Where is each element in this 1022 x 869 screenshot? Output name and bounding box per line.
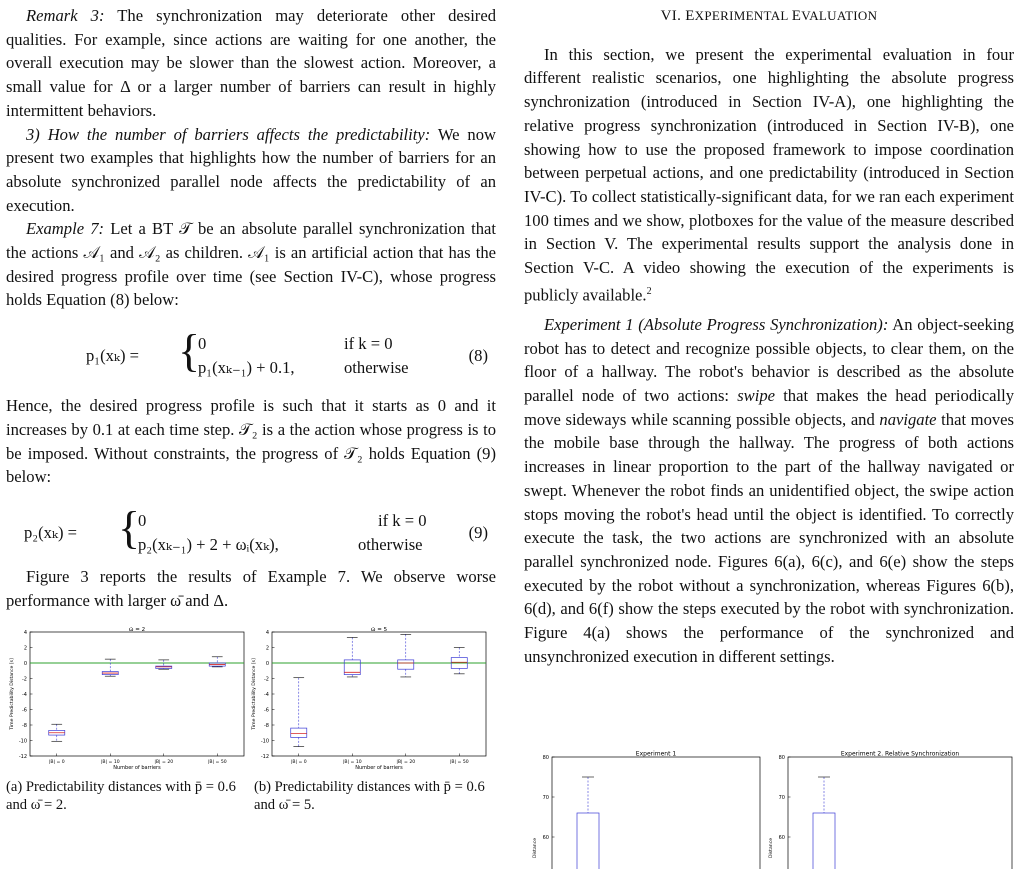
chart-title: ω̄ = 2 [128, 627, 146, 633]
x-tick-label: |B| = 20 [154, 760, 174, 765]
experiment-1-text-a: An object-seeking robot has to detect and recognize possible objects, to clear them, on the floor of a hallway. The robot's behavior is described as the absolute parallel node of two actions: [524, 314, 1014, 406]
y-tick-label: 80 [542, 755, 549, 761]
x-axis-label: Number of barriers [355, 765, 403, 771]
chart-b-boxplot [250, 624, 490, 774]
equation-8-case1: 0 [198, 334, 207, 354]
y-tick-label: -12 [260, 754, 269, 760]
y-tick-label: -10 [18, 738, 27, 745]
x-tick-label: |B| = 0 [48, 760, 65, 765]
after-eq9-text: Figure 3 reports the results of Example 7. We observe worse performance with larger ω̄ and Δ. [6, 566, 496, 610]
y-tick-label: 80 [778, 755, 785, 761]
y-axis-label: Distance [769, 837, 774, 859]
swipe-term: swipe [737, 386, 776, 406]
equation-9-cond1: if k = 0 [378, 510, 427, 530]
right-column [524, 4, 1014, 669]
y-tick-label: 70 [542, 795, 549, 801]
y-tick-label: -6 [264, 707, 269, 714]
chart-title: ω̄ = 5 [370, 627, 388, 633]
equation-9-case1: 0 [138, 510, 147, 530]
x-tick-label: |B| = 10 [342, 760, 362, 765]
equation-8-brace: { [178, 325, 201, 377]
x-tick-label: |B| = 0 [290, 760, 307, 765]
y-tick-label: 0 [265, 661, 269, 667]
y-axis-label: Distance [533, 837, 538, 859]
section-intro-paragraph [524, 43, 1014, 307]
equation-9-cond2: otherwise [358, 534, 423, 554]
experiment-1-text-c: that moves the mobile base through the hallway. The progress of both actions increases in linear proportion to the part of the hallway navigated or swept. Whenever the robot finds an unidentified object, the swipe action stops moving the robot's head until the object is identified. To correctly execute the task, the two actions are synchronized with an absolute parallel synchronized node. Figures 6(a), 6(c), and 6(e) show the steps executed by the robot without a synchronization, whereas Figures 6(b), 6(d), and 6(f) show the steps executed by the robot with synchronization. Figure 4(a) shows the performance of the synchronized and unsynchronized execution in different settings. [524, 409, 1014, 666]
section-heading-word-2: VALUATION [801, 8, 878, 23]
section-intro-text: In this section, we present the experimental evaluation in four different realistic scenarios, one highlighting the absolute progress synchronization (introduced in Section IV-A), one highlighting the relative progress synchronization (introduced in Section IV-B), one showing how to use the proposed framework to impose coordination between perpetual actions, and one predictability (introduced in Section IV-C). To collect statistically-significant data, for we ran each experiment 100 times and we show, plotboxes for the value of the measure described in Section V. The experimental results support the analysis done in Section V-C. A video showing the execution of the experiments is publicly available. [524, 44, 1014, 305]
section-heading-word-1: XPERIMENTAL [694, 8, 792, 23]
experiment-1-text-b: that makes the head periodically move sideways while scanning possible objects, and [524, 386, 1014, 429]
y-tick-label: -12 [18, 754, 27, 760]
equation-8-case2: p₁(xₖ₋₁) + 0.1, [198, 358, 295, 378]
example-7-label: Example 7: [26, 219, 105, 239]
equation-8-cond2: otherwise [344, 358, 409, 378]
experiment-1-paragraph [524, 313, 1014, 669]
equation-9 [6, 501, 496, 563]
remark-3-text: The synchronization may deteriorate other desired qualities. For example, since actions are waiting for one another, the overall execution may be slower than the slowest action. Moreover, a small value for Δ or a larger number of barriers can result in highly intermittent behaviors. [6, 6, 496, 120]
y-tick-label: 2 [265, 645, 269, 652]
section-heading-initial-2: E [791, 8, 802, 24]
y-tick-label: 4 [23, 630, 27, 636]
y-tick-label: 60 [542, 835, 549, 841]
y-tick-label: 4 [265, 630, 269, 636]
plot-frame [30, 632, 244, 756]
y-tick-label: 60 [778, 835, 785, 841]
navigate-term: navigate [879, 409, 937, 429]
chart-title: Experiment 2. Relative Synchronization [840, 750, 960, 758]
equation-9-number: (9) [468, 522, 488, 542]
x-tick-label: |B| = 50 [449, 760, 469, 765]
y-tick-label: -4 [22, 692, 27, 698]
y-tick-label: -10 [260, 738, 269, 745]
subsection-text: We now present two examples that highlights how the number of barriers for an absolute synchronized parallel node affects the predictability of an execution. [6, 124, 496, 215]
example-7-paragraph [6, 217, 496, 312]
y-tick-label: -2 [264, 676, 269, 683]
equation-8 [6, 324, 496, 386]
caption-a: (a) Predictability distances with p̄ = 0.6 and ω̄ = 2. [6, 779, 236, 813]
y-tick-label: -8 [264, 723, 269, 729]
remark-3-paragraph [6, 4, 496, 123]
experiment-1-label: Experiment 1 (Absolute Progress Synchronization): [544, 314, 889, 334]
y-tick-label: -2 [22, 676, 27, 683]
y-tick-label: -6 [22, 707, 27, 714]
x-axis-label: Number of barriers [113, 765, 161, 771]
equation-8-cond1: if k = 0 [344, 334, 393, 354]
section-heading-initial-1: E [685, 8, 695, 24]
equation-9-case2: p₂(xₖ₋₁) + 2 + ωᵢ(xₖ), [138, 534, 279, 554]
chart-title: Experiment 1 [635, 750, 677, 758]
section-number: VI. [660, 8, 686, 24]
y-tick-label: -4 [264, 692, 269, 698]
caption-b: (b) Predictability distances with p̄ = 0.6 and ω̄ = 5. [254, 779, 485, 813]
y-tick-label: -8 [22, 723, 27, 729]
y-tick-label: 0 [23, 661, 27, 667]
subsection-heading: 3) How the number of barriers affects the predictability: [26, 124, 431, 144]
chart-a-boxplot [8, 624, 248, 774]
equation-9-brace: { [118, 501, 141, 553]
y-tick-label: 2 [23, 645, 27, 652]
after-eq8-text: Hence, the desired progress profile is such that it starts as 0 and it increases by 0.1 at each time step. 𝒯₂ is a the action whose progress is to be imposed. Without constraints, the progress of 𝒯₂ holds Equation (9) below: [6, 396, 496, 487]
chart-experiment-2 [766, 748, 1016, 869]
remark-3-label: Remark 3: [26, 6, 105, 25]
section-heading [524, 4, 1014, 29]
equation-9-lhs: p₂(xₖ) = [24, 522, 77, 542]
chart-experiment-1 [530, 748, 762, 869]
y-axis-label: Time Predictability Distance [s] [252, 658, 257, 730]
x-tick-label: |B| = 10 [100, 760, 120, 765]
y-axis-label: Time Predictability Distance [s] [10, 658, 15, 730]
x-tick-label: |B| = 20 [396, 760, 416, 765]
left-column [6, 4, 496, 612]
y-tick-label: 70 [778, 795, 785, 801]
footnote-mark: 2 [646, 285, 652, 297]
subsection-paragraph [6, 123, 496, 218]
x-tick-label: |B| = 50 [207, 760, 227, 765]
example-7-text: Let a BT 𝒯 be an absolute parallel synchronization that the actions 𝒜₁ and 𝒜₂ as children. 𝒜₁ is an artificial action that has the desired progress profile over time (see Section IV-C), whose progress holds Equation (8) below: [6, 219, 496, 310]
equation-8-number: (8) [468, 346, 488, 366]
equation-8-lhs: p₁(xₖ) = [86, 346, 139, 366]
